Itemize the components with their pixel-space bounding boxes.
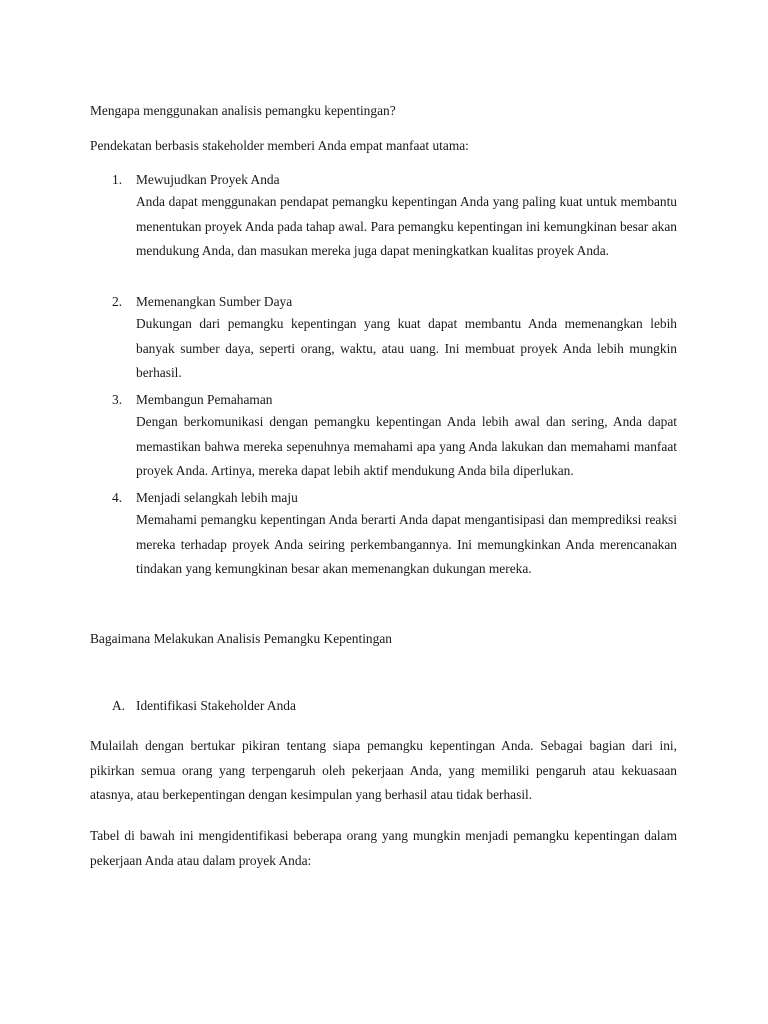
benefit-title: Membangun Pemahaman (136, 392, 273, 407)
intro-paragraph: Pendekatan berbasis stakeholder memberi Anda empat manfaat utama: (90, 138, 469, 153)
heading-why-stakeholder-analysis: Mengapa menggunakan analisis pemangku kepentingan? (90, 103, 396, 118)
benefit-title: Memenangkan Sumber Daya (136, 294, 293, 309)
list-number: 4. (112, 490, 123, 505)
benefit-title: Mewujudkan Proyek Anda (136, 172, 280, 187)
benefit-title: Menjadi selangkah lebih maju (136, 490, 298, 505)
list-number: 1. (112, 172, 123, 187)
step-letter: A. (112, 698, 126, 713)
benefit-body: Dengan berkomunikasi dengan pemangku kepentingan Anda lebih awal dan sering, Anda dapat memastikan bahwa mereka sepenuhnya memahami apa yang Anda lakukan dan memahami manfaat proyek Anda. Artinya, mereka dapat lebih aktif mendukung Anda bila diperlukan. (136, 414, 677, 478)
step-title: Identifikasi Stakeholder Anda (136, 698, 296, 713)
list-number: 3. (112, 392, 123, 407)
brainstorm-paragraph: Mulailah dengan bertukar pikiran tentang siapa pemangku kepentingan Anda. Sebagai bagian dari ini, pikirkan semua orang yang terpengaruh oleh pekerjaan Anda, yang memiliki pengaruh atau kekuasaan atasnya, atau berkepentingan dengan kesimpulan yang berhasil atau tidak berhasil. (90, 738, 677, 802)
table-intro-paragraph: Tabel di bawah ini mengidentifikasi beberapa orang yang mungkin menjadi pemangku kepentingan dalam pekerjaan Anda atau dalam proyek Anda: (90, 828, 677, 868)
benefit-body: Memahami pemangku kepentingan Anda berarti Anda dapat mengantisipasi dan memprediksi reaksi mereka terhadap proyek Anda seiring perkembangannya. Ini memungkinkan Anda merencanakan tindakan yang kemungkinan besar akan memenangkan dukungan mereka. (136, 512, 677, 576)
list-number: 2. (112, 294, 123, 309)
heading-how-to-analyze: Bagaimana Melakukan Analisis Pemangku Kepentingan (90, 631, 392, 646)
benefit-body: Anda dapat menggunakan pendapat pemangku kepentingan Anda yang paling kuat untuk membantu menentukan proyek Anda pada tahap awal. Para pemangku kepentingan ini kemungkinan besar akan mendukung Anda, dan masukan mereka juga dapat meningkatkan kualitas proyek Anda. (136, 194, 677, 258)
benefit-body: Dukungan dari pemangku kepentingan yang kuat dapat membantu Anda memenangkan lebih banyak sumber daya, seperti orang, waktu, atau uang. Ini membuat proyek Anda lebih mungkin berhasil. (136, 316, 677, 380)
